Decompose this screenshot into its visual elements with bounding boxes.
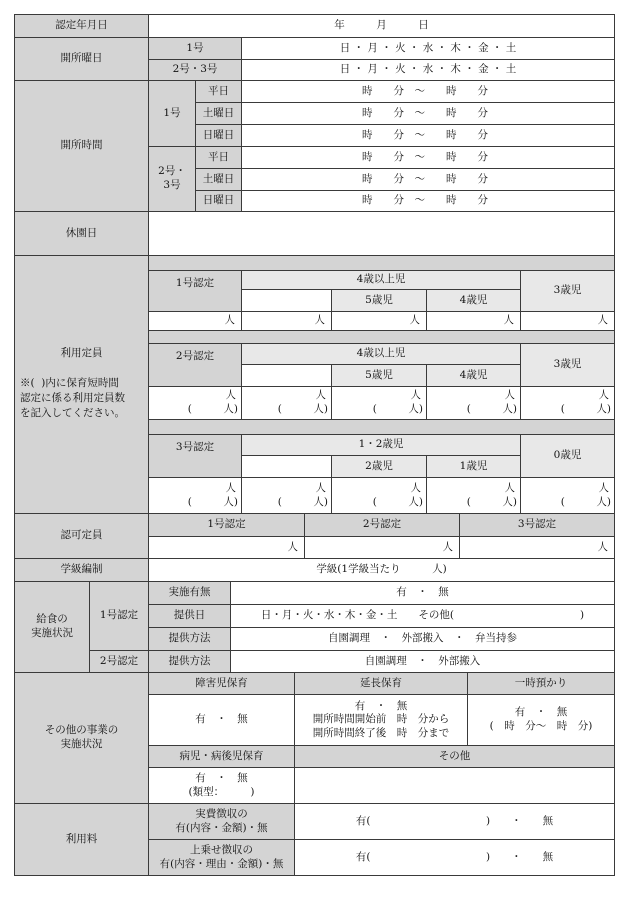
capacity-2go-title: 2号認定 <box>148 343 242 387</box>
short-time-text: ( 人) <box>187 495 238 508</box>
meals-implementation-field[interactable]: 有 ・ 無 <box>230 581 615 605</box>
capacity-2go-age-c: 3歳児 <box>520 343 615 387</box>
capacity-3go-b-field[interactable] <box>426 477 521 514</box>
hours-weekday-label: 平日 <box>195 146 242 169</box>
unit-text: 人 <box>225 481 236 494</box>
temporary-care-header: 一時預かり <box>467 672 615 695</box>
approved-2go-header: 2号認定 <box>304 513 460 537</box>
meals-days-field[interactable]: 日・月・火・水・木・金・土 その他( ) <box>230 604 615 628</box>
meals-label: 給食の 実施状況 <box>14 581 90 673</box>
extended-care-field[interactable]: 有 ・ 無 開所時間開始前 時 分から 開所時間終了後 時 分まで <box>294 694 468 746</box>
capacity-band <box>148 255 615 271</box>
short-time-text: ( 人) <box>187 403 238 415</box>
short-time-text: ( 人) <box>466 403 517 415</box>
hours-1go-weekday-field[interactable]: 時 分 ～ 時 分 <box>241 80 615 103</box>
extended-care-header: 延長保育 <box>294 672 468 695</box>
hours-1go-saturday-field[interactable]: 時 分 ～ 時 分 <box>241 102 615 125</box>
unit-text: 人 <box>504 389 515 402</box>
capacity-3go-a-field[interactable] <box>331 477 427 514</box>
capacity-3go-group: 1・2歳児 <box>241 434 521 456</box>
short-time-text: ( 人) <box>277 403 328 415</box>
capacity-1go-group-field[interactable]: 人 <box>241 311 332 331</box>
unit-text: 人 <box>598 389 609 402</box>
capacity-1go-age-c: 3歳児 <box>520 270 615 312</box>
approved-3go-field[interactable]: 人 <box>459 536 615 559</box>
capacity-band <box>148 330 615 344</box>
opening-hours-23go-label: 2号・ 3号 <box>148 146 196 212</box>
surcharge-field[interactable]: 有( ) ・ 無 <box>294 839 615 876</box>
capacity-2go-group: 4歳以上児 <box>241 343 521 365</box>
capacity-1go-b-field[interactable]: 人 <box>426 311 521 331</box>
approved-2go-field[interactable]: 人 <box>304 536 460 559</box>
actual-cost-label: 実費徴収の 有(内容・金額)・無 <box>148 803 295 840</box>
capacity-2go-group-field[interactable] <box>241 386 332 420</box>
approved-3go-header: 3号認定 <box>459 513 615 537</box>
short-time-text: ( 人) <box>372 403 423 415</box>
meals-2go-method-field[interactable]: 自園調理 ・ 外部搬入 <box>230 650 615 673</box>
capacity-3go-age-b: 1歳児 <box>426 455 521 478</box>
unit-text: 人 <box>315 389 326 402</box>
short-time-text: ( 人) <box>466 495 517 508</box>
capacity-2go-total-field[interactable] <box>148 386 242 420</box>
class-org-field[interactable]: 学級(1学級当たり 人) <box>148 558 615 582</box>
meals-2go-label: 2号認定 <box>89 650 149 673</box>
temporary-care-field[interactable]: 有 ・ 無 ( 時 分～ 時 分) <box>467 694 615 746</box>
holidays-field[interactable] <box>148 211 615 256</box>
actual-cost-field[interactable]: 有( ) ・ 無 <box>294 803 615 840</box>
capacity-2go-age-b: 4歳児 <box>426 364 521 387</box>
capacity-1go-total-field[interactable]: 人 <box>148 311 242 331</box>
capacity-3go-c-field[interactable] <box>520 477 615 514</box>
hours-weekday-label: 平日 <box>195 80 242 103</box>
hours-saturday-label: 土曜日 <box>195 168 242 191</box>
capacity-band <box>148 419 615 435</box>
opening-hours-1go-label: 1号 <box>148 80 196 147</box>
sick-child-care-field[interactable]: 有 ・ 無 (類型： ) <box>148 767 295 804</box>
meals-1go-label: 1号認定 <box>89 581 149 651</box>
unit-text: 人 <box>410 389 421 402</box>
disability-care-field[interactable]: 有 ・ 無 <box>148 694 295 746</box>
opening-days-label: 開所曜日 <box>14 37 149 81</box>
capacity-1go-group: 4歳以上児 <box>241 270 521 290</box>
unit-text: 人 <box>410 481 421 494</box>
approved-1go-header: 1号認定 <box>148 513 305 537</box>
cert-date-label: 認定年月日 <box>14 14 149 38</box>
meals-method-label: 提供方法 <box>148 627 231 651</box>
capacity-3go-age-c: 0歳児 <box>520 434 615 478</box>
disability-care-header: 障害児保育 <box>148 672 295 695</box>
meals-days-label: 提供日 <box>148 604 231 628</box>
capacity-3go-total-field[interactable] <box>148 477 242 514</box>
class-org-label: 学級編制 <box>14 558 149 582</box>
opening-hours-label: 開所時間 <box>14 80 149 212</box>
capacity-2go-a-field[interactable] <box>331 386 427 420</box>
meals-method-field[interactable]: 自園調理 ・ 外部搬入 ・ 弁当持参 <box>230 627 615 651</box>
opening-days-1go-label: 1号 <box>148 37 242 60</box>
short-time-text: ( 人) <box>277 495 328 508</box>
hours-saturday-label: 土曜日 <box>195 102 242 125</box>
cert-date-field[interactable]: 年 月 日 <box>148 14 615 38</box>
other-header: その他 <box>294 745 615 768</box>
other-field[interactable] <box>294 767 615 804</box>
surcharge-label: 上乗せ徴収の 有(内容・理由・金額)・無 <box>148 839 295 876</box>
capacity-3go-age-a: 2歳児 <box>331 455 427 478</box>
fees-label: 利用料 <box>14 803 149 876</box>
opening-days-1go-field[interactable]: 日 ・ 月 ・ 火 ・ 水 ・ 木 ・ 金 ・ 土 <box>241 37 615 60</box>
capacity-3go-group-field[interactable] <box>241 477 332 514</box>
other-services-label: その他の事業の 実施状況 <box>14 672 149 804</box>
capacity-note: ※( )内に保育短時間 認定に係る利用定員数 を記入してください。 <box>20 377 125 420</box>
capacity-2go-b-field[interactable] <box>426 386 521 420</box>
sick-child-care-header: 病児・病後児保育 <box>148 745 295 768</box>
hours-23go-weekday-field[interactable]: 時 分 ～ 時 分 <box>241 146 615 169</box>
unit-text: 人 <box>504 481 515 494</box>
capacity-label: 利用定員 <box>60 347 103 359</box>
holidays-label: 休園日 <box>14 211 149 256</box>
meals-implementation-label: 実施有無 <box>148 581 231 605</box>
capacity-1go-a-field[interactable]: 人 <box>331 311 427 331</box>
capacity-2go-c-field[interactable] <box>520 386 615 420</box>
approved-capacity-label: 認可定員 <box>14 513 149 559</box>
unit-text: 人 <box>315 481 326 494</box>
short-time-text: ( 人) <box>560 495 611 508</box>
short-time-text: ( 人) <box>560 403 611 415</box>
approved-1go-field[interactable]: 人 <box>148 536 305 559</box>
meals-2go-method-label: 提供方法 <box>148 650 231 673</box>
capacity-1go-title: 1号認定 <box>148 270 242 312</box>
short-time-text: ( 人) <box>372 495 423 508</box>
hours-23go-sunday-field[interactable]: 時 分 ～ 時 分 <box>241 190 615 212</box>
capacity-2go-age-a: 5歳児 <box>331 364 427 387</box>
opening-days-23go-label: 2号・3号 <box>148 59 242 81</box>
capacity-1go-age-b: 4歳児 <box>426 289 521 312</box>
hours-sunday-label: 日曜日 <box>195 190 242 212</box>
capacity-1go-age-a: 5歳児 <box>331 289 427 312</box>
capacity-3go-title: 3号認定 <box>148 434 242 478</box>
opening-days-23go-field[interactable]: 日 ・ 月 ・ 火 ・ 水 ・ 木 ・ 金 ・ 土 <box>241 59 615 81</box>
hours-23go-saturday-field[interactable]: 時 分 ～ 時 分 <box>241 168 615 191</box>
hours-1go-sunday-field[interactable]: 時 分 ～ 時 分 <box>241 124 615 147</box>
unit-text: 人 <box>225 389 236 402</box>
capacity-1go-c-field[interactable]: 人 <box>520 311 615 331</box>
hours-sunday-label: 日曜日 <box>195 124 242 147</box>
unit-text: 人 <box>598 481 609 494</box>
